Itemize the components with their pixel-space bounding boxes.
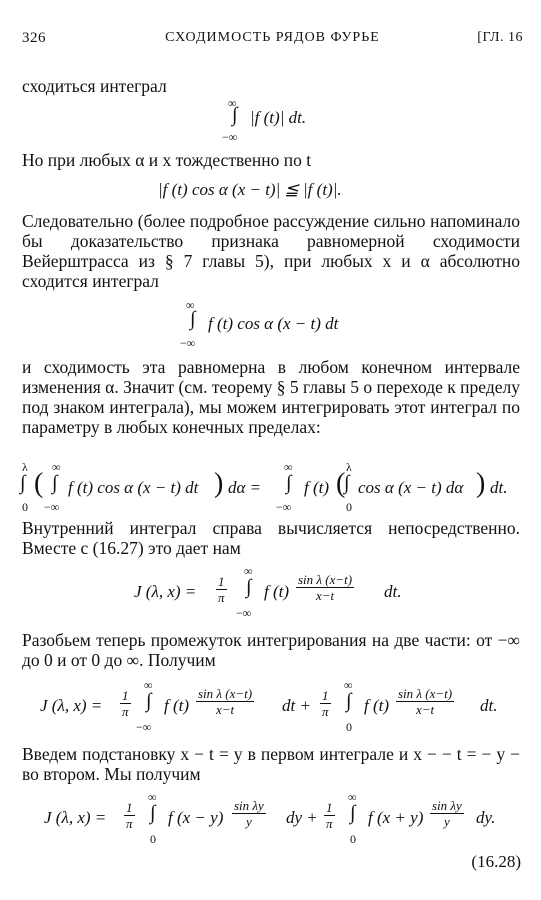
integral-sign: ∫: [20, 472, 26, 494]
right-paren: ): [476, 468, 486, 499]
formula-5: [0, 564, 541, 622]
outer-factor: f (t): [304, 478, 330, 497]
lower-limit: −∞: [236, 606, 252, 620]
factor: f (t): [364, 696, 390, 715]
lower-limit: −∞: [222, 130, 238, 144]
numerator: 1: [326, 800, 333, 815]
numerator: sin λy: [234, 798, 264, 813]
numerator: 1: [322, 688, 329, 703]
zero-limit: 0: [22, 500, 28, 514]
inequality: |f (t) cos α (x − t)| ≦ |f (t)|.: [158, 180, 342, 199]
sinc-fraction: [294, 572, 356, 603]
fraction-1-over-pi: [122, 800, 137, 831]
integral-sign: ∫: [246, 576, 252, 598]
numerator: 1: [122, 688, 129, 703]
integrand: |f (t)| dt.: [250, 108, 307, 127]
inner-integrand: cos α (x − t) dα: [358, 478, 464, 497]
upper-limit: ∞: [348, 790, 357, 804]
denominator: y: [444, 814, 450, 829]
lhs: J (λ, x) =: [134, 582, 197, 601]
lower-limit: −∞: [136, 720, 152, 734]
lower-limit: −∞: [276, 500, 292, 514]
equals: dα =: [228, 478, 262, 497]
differential: dt.: [384, 582, 402, 601]
fraction-1-over-pi: [118, 688, 133, 719]
integral-sign: ∫: [150, 802, 156, 824]
formula-3: [0, 298, 541, 350]
lambda-limit: λ: [22, 460, 28, 474]
upper-limit: ∞: [186, 298, 195, 312]
denominator: x−t: [315, 588, 335, 603]
integral-sign: ∫: [190, 308, 196, 330]
plus: dt +: [282, 696, 311, 715]
formula-4: [0, 458, 541, 516]
upper-limit: ∞: [144, 678, 153, 692]
upper-limit: ∞: [244, 564, 253, 578]
running-title: СХОДИМОСТЬ РЯДОВ ФУРЬЕ: [165, 30, 380, 45]
lower-limit: −∞: [180, 336, 196, 350]
lhs: J (λ, x) =: [44, 808, 107, 827]
numerator: sin λy: [432, 798, 462, 813]
sinc-fraction: [394, 686, 456, 717]
paragraph-1: сходиться интеграл: [22, 76, 167, 96]
integral-sign: ∫: [286, 472, 292, 494]
denominator: π: [217, 590, 225, 605]
denominator: y: [246, 814, 252, 829]
denominator: π: [321, 704, 329, 719]
denominator: x−t: [415, 702, 435, 717]
paragraph-5: Внутренний интеграл справа вычисляется непосредственно. Вместе с (16.27) это дает нам: [22, 518, 520, 558]
integral-sign: ∫: [232, 104, 238, 126]
integral-sign: ∫: [344, 472, 350, 494]
factor: f (t): [164, 696, 190, 715]
lower-limit: −∞: [44, 500, 60, 514]
chapter-label: [ГЛ. 16: [477, 30, 523, 45]
integral-sign: ∫: [52, 472, 58, 494]
differential: dy.: [476, 808, 496, 827]
numerator: sin λ (x−t): [198, 686, 253, 701]
paragraph-7: Введем подстановку x − t = y в первом интеграле и x − − t = − y − во втором. Мы получим: [22, 744, 520, 784]
denominator: π: [325, 816, 333, 831]
upper-limit: ∞: [148, 790, 157, 804]
lhs: J (λ, x) =: [40, 696, 103, 715]
integral-sign: ∫: [350, 802, 356, 824]
numerator: sin λ (x−t): [298, 572, 353, 587]
sinc-fraction: [194, 686, 256, 717]
zero-limit: 0: [150, 832, 156, 846]
right-paren: ): [214, 468, 224, 499]
equation-number: (16.28): [471, 852, 521, 871]
denominator: π: [121, 704, 129, 719]
paragraph-2: Но при любых α и x тождественно по t: [22, 150, 312, 170]
running-header: [22, 30, 523, 50]
factor: f (x + y): [368, 808, 424, 827]
plus: dy +: [286, 808, 318, 827]
inner-integrand: f (t) cos α (x − t) dt: [68, 478, 199, 497]
fraction-1-over-pi: [322, 800, 337, 831]
numerator: 1: [126, 800, 133, 815]
formula-7: [0, 790, 541, 848]
integrand: f (t) cos α (x − t) dt: [208, 314, 339, 333]
upper-limit: ∞: [284, 460, 293, 474]
integral-sign: ∫: [146, 690, 152, 712]
upper-limit: ∞: [52, 460, 61, 474]
differential: dt.: [480, 696, 498, 715]
zero-limit: 0: [350, 832, 356, 846]
formula-1: [0, 96, 541, 146]
numerator: sin λ (x−t): [398, 686, 453, 701]
upper-limit: ∞: [228, 96, 237, 110]
numerator: 1: [218, 574, 225, 589]
zero-limit: 0: [346, 500, 352, 514]
zero-limit: 0: [346, 720, 352, 734]
sinc-fraction: [230, 798, 268, 829]
left-paren: (: [336, 468, 346, 499]
paragraph-4: и сходимость эта равномерна в любом конечном интервале изменения α. Значит (см. теорему § 5 главы 5 о переходе к пределу под знаком интеграла), мы можем интегрировать этот интеграл по параметру в любых конечных пределах:: [22, 357, 520, 437]
left-paren: (: [34, 468, 44, 499]
denominator: x−t: [215, 702, 235, 717]
formula-2: [0, 180, 541, 204]
denominator: π: [125, 816, 133, 831]
fraction-1-over-pi: [318, 688, 333, 719]
differential: dt.: [490, 478, 508, 497]
page-number: 326: [22, 30, 46, 46]
formula-6: [0, 678, 541, 736]
factor: f (x − y): [168, 808, 224, 827]
sinc-fraction: [428, 798, 466, 829]
paragraph-3: Следовательно (более подробное рассуждение сильно напоминало бы доказательство признака равномерной сходимости Вейерштрасса из § 7 главы 5), при любых x и α абсолютно сходится интеграл: [22, 211, 520, 291]
fraction-1-over-pi: [214, 574, 229, 605]
paragraph-6: Разобьем теперь промежуток интегрирования на две части: от −∞ до 0 и от 0 до ∞. Получим: [22, 630, 520, 670]
factor: f (t): [264, 582, 290, 601]
lambda-limit: λ: [346, 460, 352, 474]
upper-limit: ∞: [344, 678, 353, 692]
integral-sign: ∫: [346, 690, 352, 712]
